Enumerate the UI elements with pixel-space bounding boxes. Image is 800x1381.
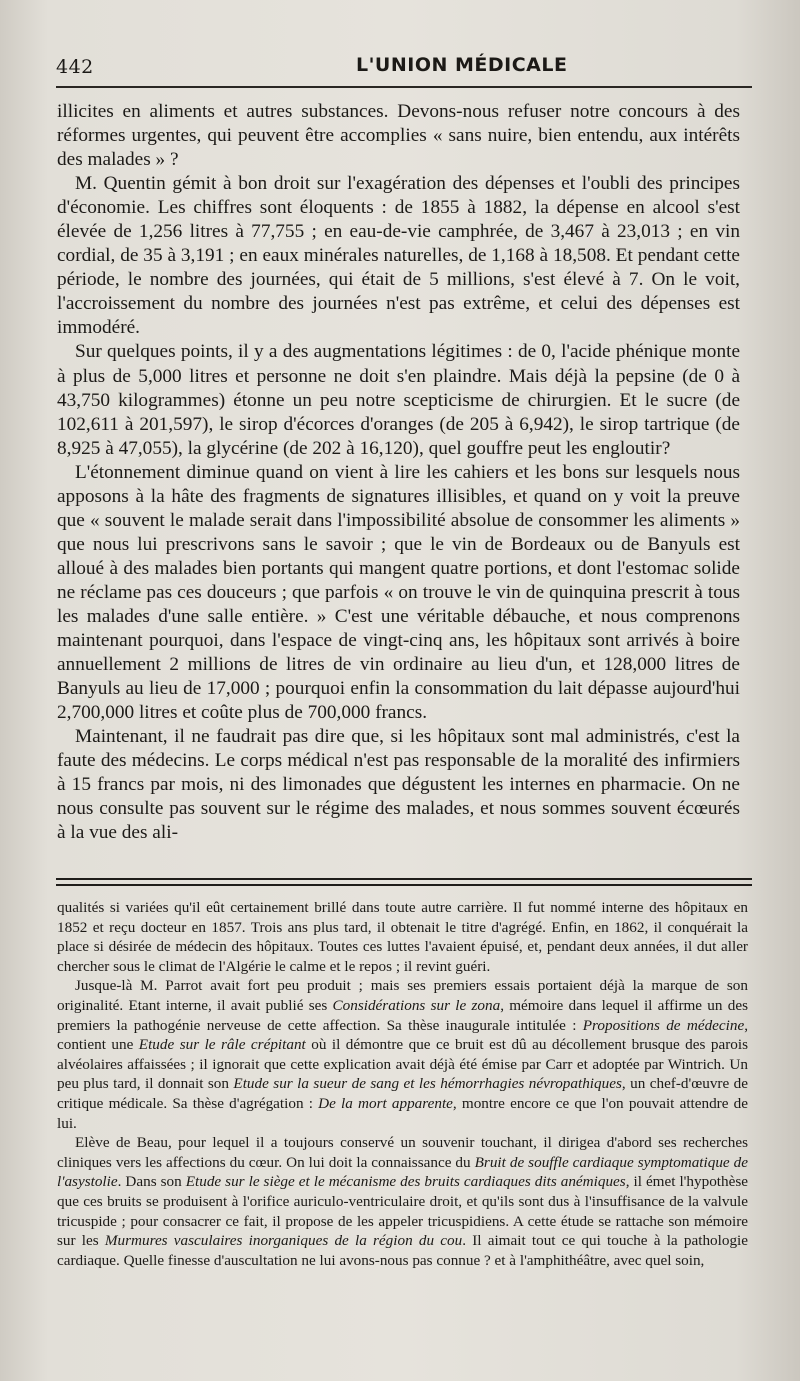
text-span: où il démontre que ce bruit est dû au décollement brusque des parois alvéolaires affaissées ; il ignorait que cette explication avait déjà été émise par Carr et adoptée par Wintrich. Un peu plus tard, il donnait son (57, 1036, 748, 1093)
italic-title: Etude sur la sueur de sang et les hémorrhagies névropathiques (233, 1075, 622, 1093)
text-span: , montre encore ce que l'on pouvait attendre de lui. (57, 1094, 748, 1132)
running-title: L'UNION MÉDICALE (356, 54, 568, 76)
italic-title: Etude sur le siège et le mécanisme des bruits cardiaques dits anémiques (185, 1173, 626, 1191)
italic-title: Considérations sur le zona (332, 996, 501, 1014)
italic-title: Etude sur le râle crépitant (138, 1036, 306, 1054)
page-header (56, 52, 746, 82)
header-rule (56, 86, 752, 88)
footnote-divider (56, 878, 752, 886)
paragraph: Sur quelques points, il y a des augmentations légitimes : de 0, l'acide phénique monte à plus de 5,000 litres et personne ne doit s'en plaindre. Mais déjà la pepsine (de 0 à 43,750 kilogrammes) étonne un peu notre scepticisme de chirurgien. Et le sucre (de 102,611 à 201,597), le sirop d'écorces d'oranges (de 205 à 6,942), le sirop tartrique (de 8,925 à 47,055), la glycérine (de 202 à 16,120), quel gouffre peut les engloutir? (57, 341, 740, 459)
italic-title: Bruit de souffle cardiaque symptomatique de l'asystolie (57, 1153, 748, 1191)
italic-title: Propositions de médecine (582, 1016, 745, 1034)
paragraph: Maintenant, il ne faudrait pas dire que, si les hôpitaux sont mal administrés, c'est la faute des médecins. Le corps médical n'est pas responsable de la moralité des infirmiers à 15 francs par mois, ni des limonades que dégustent les internes en pharmacie. On ne nous consulte pas souvent sur le régime des malades, et nous sommes souvent écœurés à la vue des ali- (57, 726, 740, 844)
main-text (57, 100, 740, 845)
footnote (57, 898, 748, 1270)
footnote-paragraph (57, 976, 748, 1133)
text-span: , contient une (57, 1016, 749, 1054)
text-span: . Dans son (117, 1173, 186, 1191)
text-span: , il émet l'hypothèse que ces bruits se produisent à l'orifice auriculo-ventriculaire droit, et qu'ils sont dus à l'insuffisance de la valvule tricuspide ; pour consacrer ce fait, il propose de les appeler tricuspidiens. A cette étude se rattache son mémoire sur les (57, 1173, 748, 1250)
italic-title: Murmures vasculaires inorganiques de la région du cou (104, 1232, 463, 1250)
text-span: . Il aimait tout ce qui touche à la pathologie cardiaque. Quelle finesse d'auscultation ne lui avons-nous pas connue ? et à l'amphithéâtre, avec quel soin, (57, 1232, 748, 1269)
text-span: Elève de Beau, pour lequel il a toujours conservé un souvenir touchant, il dirigea d'abord ses recherches cliniques vers les affections du cœur. On lui doit la connaissance du (57, 1134, 748, 1171)
footnote-paragraph (57, 1133, 748, 1270)
footnote-paragraph: qualités si variées qu'il eût certainement brillé dans toute autre carrière. Il fut nommé interne des hôpitaux en 1852 et reçu docteur en 1857. Trois ans plus tard, il obtenait le titre d'agrégé. Enfin, en 1862, il conquérait la place si désirée de médecin des hôpitaux. Toutes ces luttes l'avaient épuisé, et, pendant deux années, il dut aller chercher sous le climat de l'Algérie le calme et le repos ; il revint guéri. (57, 899, 748, 975)
paragraph: L'étonnement diminue quand on vient à lire les cahiers et les bons sur lesquels nous apposons à la hâte des fragments de signatures illisibles, et quand on y voit la preuve que « souvent le malade serait dans l'impossibilité absolue de consommer les aliments » que nous lui prescrivons sans le savoir ; que le vin de Bordeaux ou de Banyuls est alloué à des malades bien portants qui mangent quatre portions, et dont l'estomac solide ne réclame pas ces douceurs ; que parfois « on trouve le vin de quinquina prescrit à tous les malades d'une salle entière. » C'est une véritable débauche, et nous comprenons maintenant pourquoi, dans l'espace de vingt-cinq ans, les hôpitaux sont arrivés à boire annuellement 2 millions de litres de vin ordinaire au lieu d'un, et 128,000 litres de Banyuls au lieu de 17,000 ; pourquoi enfin la consommation du lait dépasse aujourd'hui 2,700,000 litres et coûte plus de 700,000 francs. (57, 461, 740, 724)
text-span: , mémoire dans lequel il affirme un des premiers la pathogénie nerveuse de cette affection. Sa thèse inaugurale intitulée : (57, 996, 748, 1034)
page-number: 442 (56, 56, 94, 78)
paragraph: M. Quentin gémit à bon droit sur l'exagération des dépenses et l'oubli des principes d'économie. Les chiffres sont éloquents : de 1855 à 1882, la dépense en alcool s'est élevée de 1,256 litres à 77,755 ; en eau-de-vie camphrée, de 3,467 à 23,013 ; en vin cordial, de 35 à 3,191 ; en eaux minérales naturelles, de 1,168 à 18,508. Et pendant cette période, le nombre des journées, qui était de 5 millions, s'est élevé à 7. On le voit, l'accroissement du nombre des journées n'est pas extrême, et celui des dépenses est immodéré. (57, 173, 740, 339)
text-span: Jusque-là M. Parrot avait fort peu produit ; mais ses premiers essais portaient déjà la marque de son originalité. Etant interne, il avait publié ses (57, 977, 748, 1014)
italic-title: De la mort apparente (318, 1094, 453, 1112)
paragraph: illicites en aliments et autres substances. Devons-nous refuser notre concours à des réformes urgentes, qui peuvent être accomplies « sans nuire, bien entendu, aux intérêts des malades » ? (57, 101, 740, 171)
text-span: , un chef-d'œuvre de critique médicale. Sa thèse d'agrégation : (57, 1075, 748, 1112)
